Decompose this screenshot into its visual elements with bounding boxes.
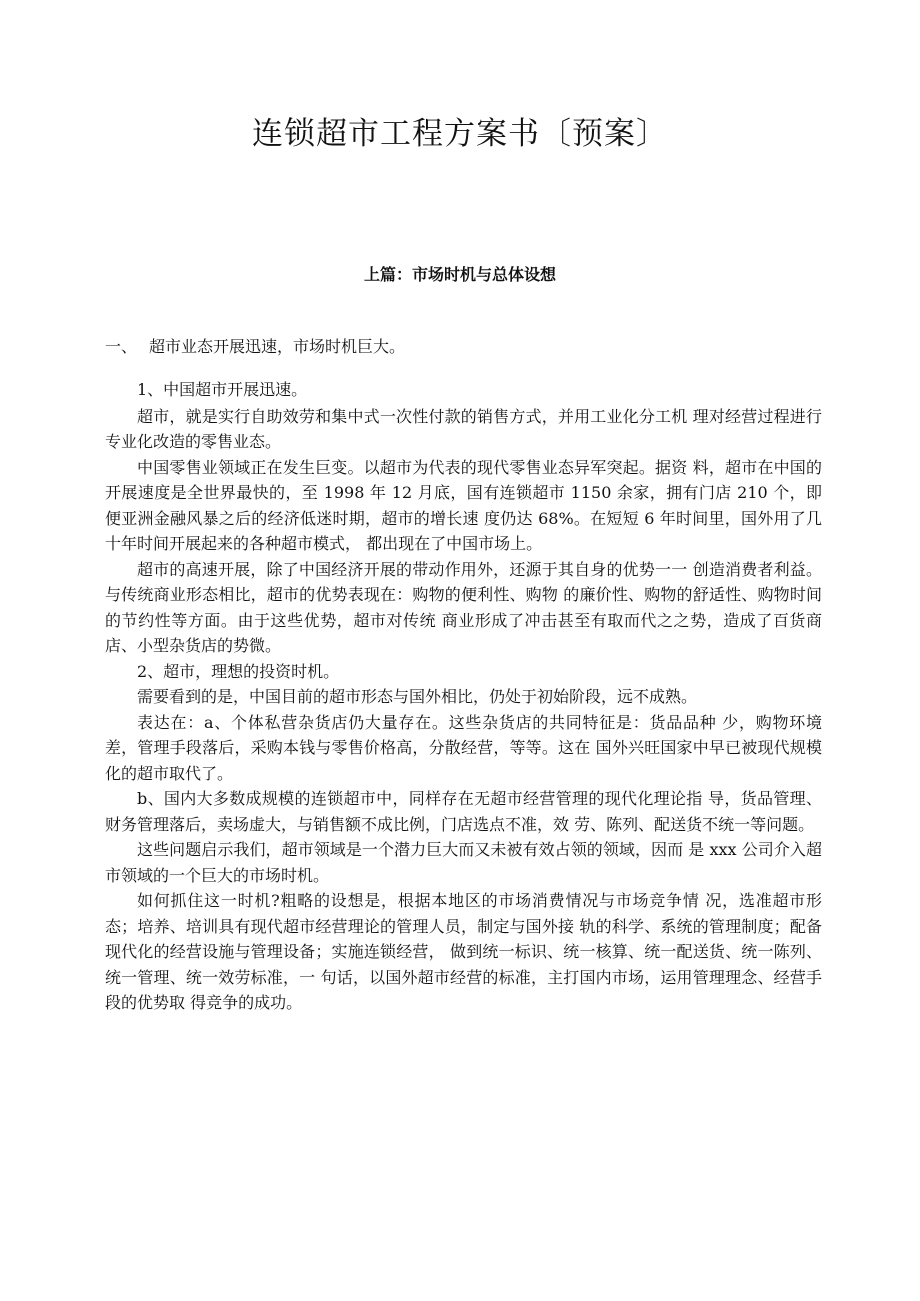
section-number: 一、	[105, 337, 138, 356]
subsection-heading-1: 1、中国超市开展迅速。	[137, 380, 308, 399]
paragraph: b、国内大多数成规模的连锁超市中，同样存在无超市经营管理的现代化理论指 导，货品管理、财务管理落后，卖场虚大，与销售额不成比例，门店选点不准，效 劳、陈列、配送货不统一等问题。	[105, 789, 822, 834]
part-heading: 上篇：市场时机与总体设想	[363, 265, 556, 284]
document-body	[105, 377, 822, 1016]
paragraph: 这些问题启示我们，超市领域是一个潜力巨大而又未被有效占领的领域，因而 是 xxx 公司介入超市领域的一个巨大的市场时机。	[105, 840, 822, 885]
paragraph: 如何抓住这一时机?粗略的设想是，根据本地区的市场消费情况与市场竞争情 况，选准超市形态；培养、培训具有现代超市经营理论的管理人员，制定与国外接 轨的科学、系统的管理制度；配备现代化的经营设施与管理设备；实施连锁经营， 做到统一标识、统一核算、统一配送货、统一陈列、统一管理、统一效劳标准，一 句话，以国外超市经营的标准，主打国内市场，运用管理理念、经营手段的优势取 得竞争的成功。	[105, 891, 822, 1012]
paragraph: 超市，就是实行自助效劳和集中式一次性付款的销售方式，并用工业化分工机 理对经营过程进行专业化改造的零售业态。	[105, 406, 822, 451]
paragraph: 表达在：a、个体私营杂货店仍大量存在。这些杂货店的共同特征是：货品品种 少，购物环境差，管理手段落后，采购本钱与零售价格高，分散经营，等等。这在 国外兴旺国家中早已被现代规模化的超市取代了。	[105, 712, 822, 783]
section-title: 超市业态开展迅速，市场时机巨大。	[149, 337, 406, 356]
paragraph: 需要看到的是，中国目前的超市形态与国外相比，仍处于初始阶段，远不成熟。	[137, 687, 698, 706]
paragraph: 超市的高速开展，除了中国经济开展的带动作用外，还源于其自身的优势一一 创造消费者利益。与传统商业形态相比，超市的优势表现在：购物的便利性、购物 的廉价性、购物的舒适性、购物时间的节约性等方面。由于这些优势，超市对传统 商业形成了冲击甚至有取而代之之势，造成了百货商店、小型杂货店的势微。	[105, 559, 822, 655]
document-title: 连锁超市工程方案书〔预案〕	[252, 116, 668, 152]
subsection-heading-2: 2、超市，理想的投资时机。	[137, 661, 340, 681]
paragraph: 中国零售业领域正在发生巨变。以超市为代表的现代零售业态异军突起。据资 料，超市在中国的开展速度是全世界最快的，至 1998 年 12 月底，国有连锁超市 1150 余家，拥有门店 210 个，即便亚洲金融风暴之后的经济低迷时期，超市的增长速 度仍达 68%。在短短 6 年时间里，国外用了几十年时间开展起来的各种超市模式， 都出现在了中国市场上。	[105, 457, 822, 553]
section-heading	[105, 334, 405, 357]
